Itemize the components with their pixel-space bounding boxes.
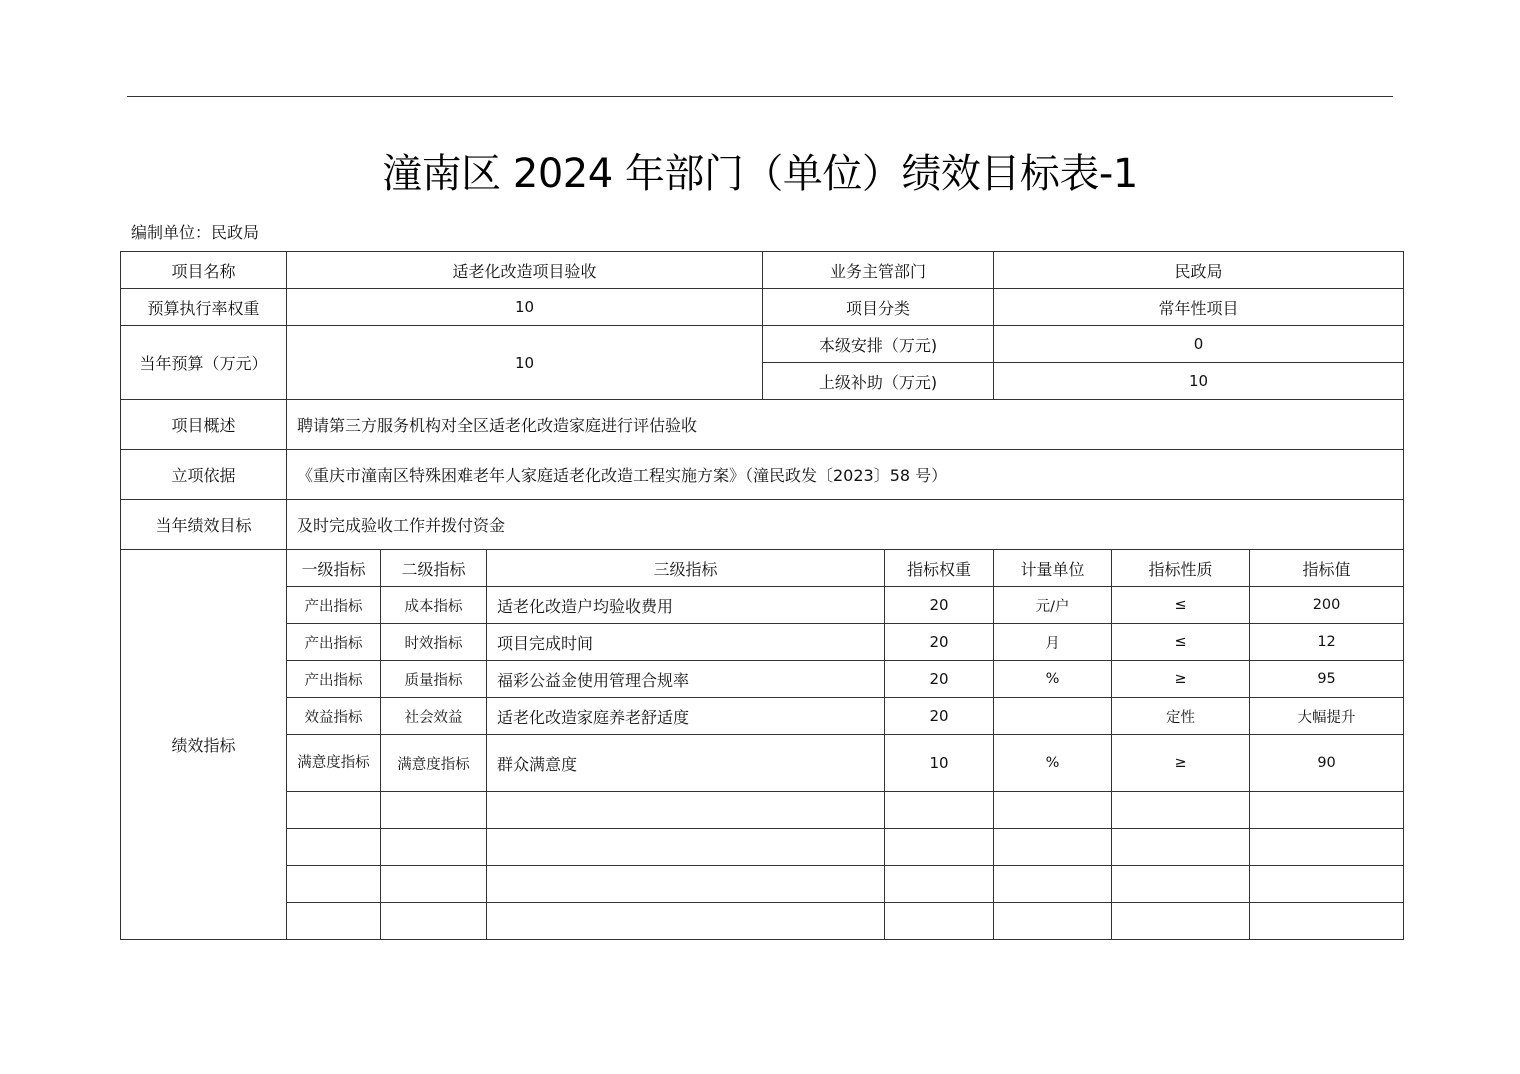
weight-cell: 20 (885, 624, 994, 661)
row-budget (121, 326, 1404, 363)
nature-cell: ≤ (1112, 624, 1250, 661)
category-value: 常年性项目 (994, 289, 1404, 326)
empty-cell (885, 866, 994, 903)
empty-cell (487, 792, 885, 829)
weight-cell: 20 (885, 698, 994, 735)
header-level1: 一级指标 (287, 550, 381, 587)
level3-cell: 项目完成时间 (487, 624, 885, 661)
basis-value: 《重庆市潼南区特殊困难老年人家庭适老化改造工程实施方案》（潼民政发〔2023〕58 号） (287, 450, 1404, 500)
level2-cell: 时效指标 (381, 624, 487, 661)
empty-cell (287, 792, 381, 829)
empty-cell (1250, 829, 1404, 866)
row-goal (121, 500, 1404, 550)
empty-cell (287, 866, 381, 903)
empty-cell (994, 829, 1112, 866)
value-cell: 95 (1250, 661, 1404, 698)
row-project-name (121, 252, 1404, 289)
nature-cell: ≥ (1112, 735, 1250, 792)
project-name-label: 项目名称 (121, 252, 287, 289)
empty-cell (885, 903, 994, 940)
empty-cell (994, 792, 1112, 829)
row-weight (121, 289, 1404, 326)
empty-cell (885, 829, 994, 866)
unit-label: 编制单位：民政局 (131, 223, 260, 242)
empty-cell (1250, 792, 1404, 829)
table-row (121, 735, 1404, 792)
empty-cell (487, 829, 885, 866)
empty-cell (287, 903, 381, 940)
header-level2: 二级指标 (381, 550, 487, 587)
empty-cell (287, 829, 381, 866)
goal-label: 当年绩效目标 (121, 500, 287, 550)
empty-cell (1250, 903, 1404, 940)
upper-value: 10 (994, 363, 1404, 400)
project-name-value: 适老化改造项目验收 (287, 252, 763, 289)
weight-cell: 10 (885, 735, 994, 792)
level1-cell: 效益指标 (287, 698, 381, 735)
empty-cell (381, 866, 487, 903)
weight-cell: 20 (885, 661, 994, 698)
table-row (121, 587, 1404, 624)
indicator-header-row (121, 550, 1404, 587)
empty-row (121, 792, 1404, 829)
weight-value: 10 (287, 289, 763, 326)
overview-label: 项目概述 (121, 400, 287, 450)
header-nature: 指标性质 (1112, 550, 1250, 587)
basis-label: 立项依据 (121, 450, 287, 500)
upper-label: 上级补助（万元) (763, 363, 994, 400)
empty-cell (1112, 792, 1250, 829)
empty-cell (1112, 903, 1250, 940)
dept-label: 业务主管部门 (763, 252, 994, 289)
level2-cell: 社会效益 (381, 698, 487, 735)
empty-cell (381, 903, 487, 940)
value-cell: 200 (1250, 587, 1404, 624)
nature-cell: 定性 (1112, 698, 1250, 735)
empty-cell (487, 866, 885, 903)
goal-value: 及时完成验收工作并拨付资金 (287, 500, 1404, 550)
unit-cell: % (994, 661, 1112, 698)
level1-cell: 满意度指标 (287, 735, 381, 792)
level1-cell: 产出指标 (287, 587, 381, 624)
nature-cell: ≥ (1112, 661, 1250, 698)
budget-label: 当年预算（万元） (121, 326, 287, 400)
unit-cell: 元/户 (994, 587, 1112, 624)
value-cell: 大幅提升 (1250, 698, 1404, 735)
budget-value: 10 (287, 326, 763, 400)
document-title: 潼南区 2024 年部门（单位）绩效目标表-1 (382, 151, 1138, 197)
header-unit: 计量单位 (994, 550, 1112, 587)
empty-cell (381, 829, 487, 866)
empty-cell (994, 866, 1112, 903)
empty-cell (994, 903, 1112, 940)
empty-cell (1112, 829, 1250, 866)
level3-cell: 适老化改造家庭养老舒适度 (487, 698, 885, 735)
category-label: 项目分类 (763, 289, 994, 326)
empty-cell (487, 903, 885, 940)
empty-cell (1112, 866, 1250, 903)
header-weight: 指标权重 (885, 550, 994, 587)
unit-cell: % (994, 735, 1112, 792)
level3-cell: 适老化改造户均验收费用 (487, 587, 885, 624)
row-basis (121, 450, 1404, 500)
level2-cell: 满意度指标 (381, 735, 487, 792)
table-row (121, 661, 1404, 698)
dept-value: 民政局 (994, 252, 1404, 289)
level1-cell: 产出指标 (287, 624, 381, 661)
level2-cell: 成本指标 (381, 587, 487, 624)
level2-cell: 质量指标 (381, 661, 487, 698)
level1-cell: 产出指标 (287, 661, 381, 698)
weight-label: 预算执行率权重 (121, 289, 287, 326)
empty-cell (885, 792, 994, 829)
local-value: 0 (994, 326, 1404, 363)
header-value: 指标值 (1250, 550, 1404, 587)
empty-row (121, 866, 1404, 903)
empty-row (121, 903, 1404, 940)
row-overview (121, 400, 1404, 450)
table-row (121, 698, 1404, 735)
table-row (121, 624, 1404, 661)
level3-cell: 福彩公益金使用管理合规率 (487, 661, 885, 698)
indicators-section-label: 绩效指标 (121, 550, 287, 940)
unit-cell (994, 698, 1112, 735)
empty-cell (381, 792, 487, 829)
weight-cell: 20 (885, 587, 994, 624)
overview-value: 聘请第三方服务机构对全区适老化改造家庭进行评估验收 (287, 400, 1404, 450)
unit-cell: 月 (994, 624, 1112, 661)
level3-cell: 群众满意度 (487, 735, 885, 792)
empty-row (121, 829, 1404, 866)
performance-target-table (120, 251, 1404, 940)
value-cell: 12 (1250, 624, 1404, 661)
header-rule (127, 96, 1393, 97)
header-level3: 三级指标 (487, 550, 885, 587)
nature-cell: ≤ (1112, 587, 1250, 624)
empty-cell (1250, 866, 1404, 903)
value-cell: 90 (1250, 735, 1404, 792)
local-label: 本级安排（万元) (763, 326, 994, 363)
